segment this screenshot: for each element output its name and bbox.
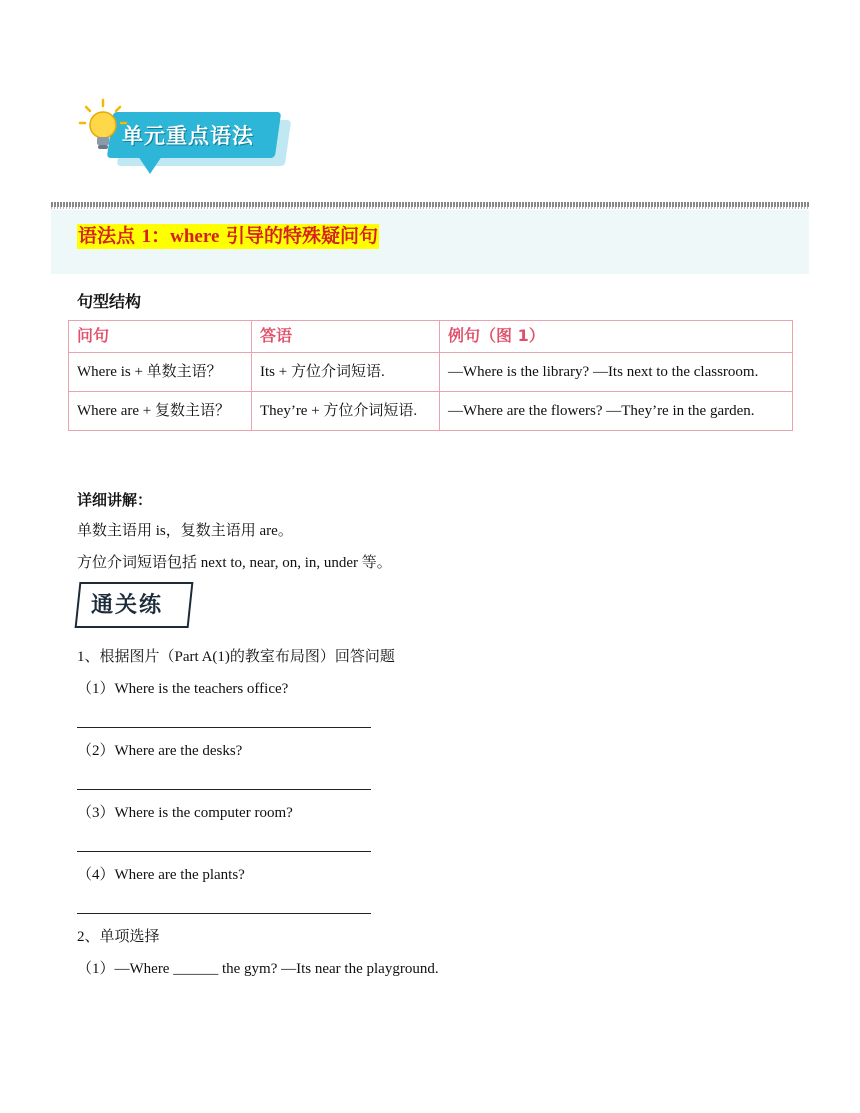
banner-title: 单元重点语法 bbox=[122, 124, 254, 148]
question-item: （2）Where are the desks? bbox=[77, 743, 243, 759]
table-row bbox=[69, 353, 793, 392]
section-banner bbox=[78, 98, 288, 182]
explanation-line: 方位介词短语包括 next to, near, on, in, under 等。 bbox=[77, 555, 392, 571]
table-header: 答语 bbox=[252, 321, 440, 353]
section-title-en: where bbox=[170, 226, 220, 247]
question-item: （1）—Where ______ the gym? —Its near the playground. bbox=[77, 961, 439, 977]
table-header-row bbox=[69, 321, 793, 353]
question-title: 2、单项选择 bbox=[77, 929, 160, 945]
answer-blank[interactable] bbox=[77, 789, 371, 790]
table-cell: Its + 方位介词短语. bbox=[252, 353, 440, 392]
section-title-suffix: 引导的特殊疑问句 bbox=[219, 225, 379, 247]
answer-blank[interactable] bbox=[77, 913, 371, 914]
question-item: （1）Where is the teachers office? bbox=[77, 681, 289, 697]
table-cell: —Where are the flowers? —They’re in the garden. bbox=[440, 392, 793, 431]
explanation-line: 单数主语用 is，复数主语用 are。 bbox=[77, 523, 293, 539]
question-item: （3）Where is the computer room? bbox=[77, 805, 293, 821]
table-row bbox=[69, 392, 793, 431]
question-item: （4）Where are the plants? bbox=[77, 867, 245, 883]
question-title: 1、根据图片（Part A(1)的教室布局图）回答问题 bbox=[77, 649, 395, 665]
section-title bbox=[77, 224, 379, 249]
section-title-number: 1： bbox=[141, 226, 171, 247]
explanation-heading: 详细讲解： bbox=[77, 491, 153, 509]
table-cell: They’re + 方位介词短语. bbox=[252, 392, 440, 431]
answer-blank[interactable] bbox=[77, 727, 371, 728]
table-header: 例句（图 1） bbox=[440, 321, 793, 353]
table-header: 问句 bbox=[69, 321, 252, 353]
grammar-table bbox=[68, 320, 793, 431]
practice-badge bbox=[77, 582, 195, 630]
answer-blank[interactable] bbox=[77, 851, 371, 852]
banner-tail bbox=[138, 156, 162, 174]
table-cell: Where are + 复数主语？ bbox=[69, 392, 252, 431]
table-cell: —Where is the library? —Its next to the classroom. bbox=[440, 353, 793, 392]
badge-label: 通关练 bbox=[91, 593, 164, 618]
lightbulb-icon bbox=[78, 98, 128, 154]
section-title-prefix: 语法点 bbox=[78, 225, 142, 247]
divider-sub bbox=[51, 207, 809, 209]
table-cell: Where is + 单数主语？ bbox=[69, 353, 252, 392]
structure-heading: 句型结构 bbox=[77, 292, 142, 311]
